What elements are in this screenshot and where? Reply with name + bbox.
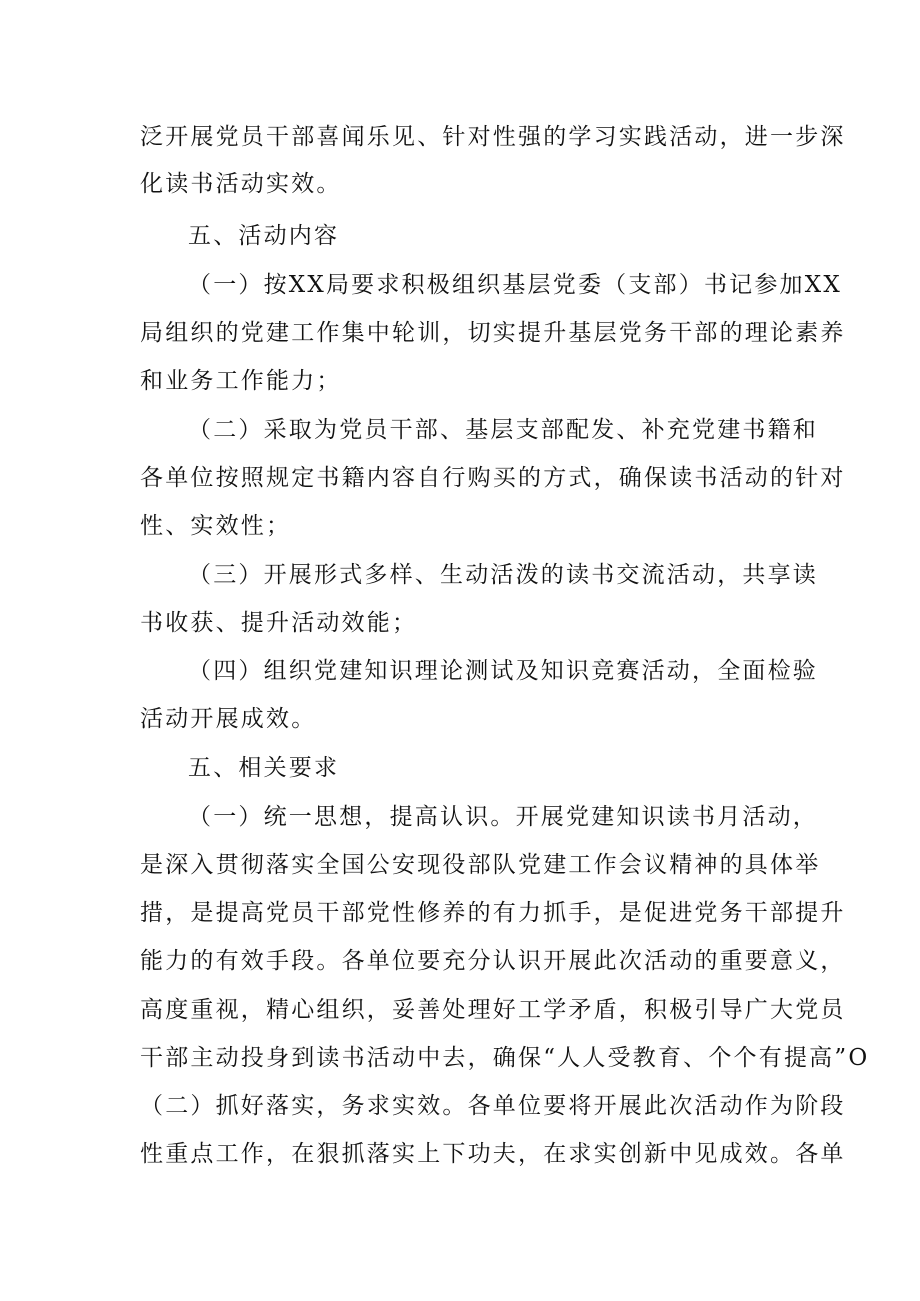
body-line: 局组织的党建工作集中轮训，切实提升基层党务干部的理论素养 xyxy=(140,320,846,346)
body-line: 各单位按照规定书籍内容自行购买的方式，确保读书活动的针对 xyxy=(140,465,846,491)
body-line: 性重点工作，在狠抓落实上下功夫，在求实创新中见成效。各单 xyxy=(140,1141,846,1167)
body-line: 书收获、提升活动效能； xyxy=(140,610,418,636)
paragraph-line: （一）按XX局要求积极组织基层党委（支部）书记参加XX xyxy=(188,272,842,298)
body-line: （二）抓好落实，务求实效。各单位要将开展此次活动作为阶段 xyxy=(140,1093,846,1119)
body-line: 干部主动投身到读书活动中去，确保“人人受教育、个个有提高”O xyxy=(140,1045,870,1071)
body-line: 性、实效性； xyxy=(140,513,292,539)
body-line: 高度重视，精心组织，妥善处理好工学矛盾，积极引导广大党员 xyxy=(140,997,846,1023)
body-line: 和业务工作能力； xyxy=(140,368,342,394)
paragraph-line: （四）组织党建知识理论测试及知识竞赛活动，全面检验 xyxy=(188,658,818,684)
paragraph-line: （二）采取为党员干部、基层支部配发、补充党建书籍和 xyxy=(188,417,818,443)
body-line: 活动开展成效。 xyxy=(140,706,317,732)
paragraph-line: （一）统一思想，提高认识。开展党建知识读书月活动， xyxy=(188,804,818,830)
paragraph-line: （三）开展形式多样、生动活泼的读书交流活动，共享读 xyxy=(188,562,818,588)
body-line: 能力的有效手段。各单位要充分认识开展此次活动的重要意义， xyxy=(140,948,846,974)
body-line: 是深入贯彻落实全国公安现役部队党建工作会议精神的具体举 xyxy=(140,852,821,878)
section-heading-activity-content: 五、活动内容 xyxy=(188,223,340,249)
body-line: 化读书活动实效。 xyxy=(140,171,342,197)
section-heading-related-requirements: 五、相关要求 xyxy=(188,755,340,781)
body-line: 泛开展党员干部喜闻乐见、针对性强的学习实践活动，进一步深 xyxy=(140,124,846,150)
body-line: 措，是提高党员干部党性修养的有力抓手，是促进党务干部提升 xyxy=(140,900,846,926)
